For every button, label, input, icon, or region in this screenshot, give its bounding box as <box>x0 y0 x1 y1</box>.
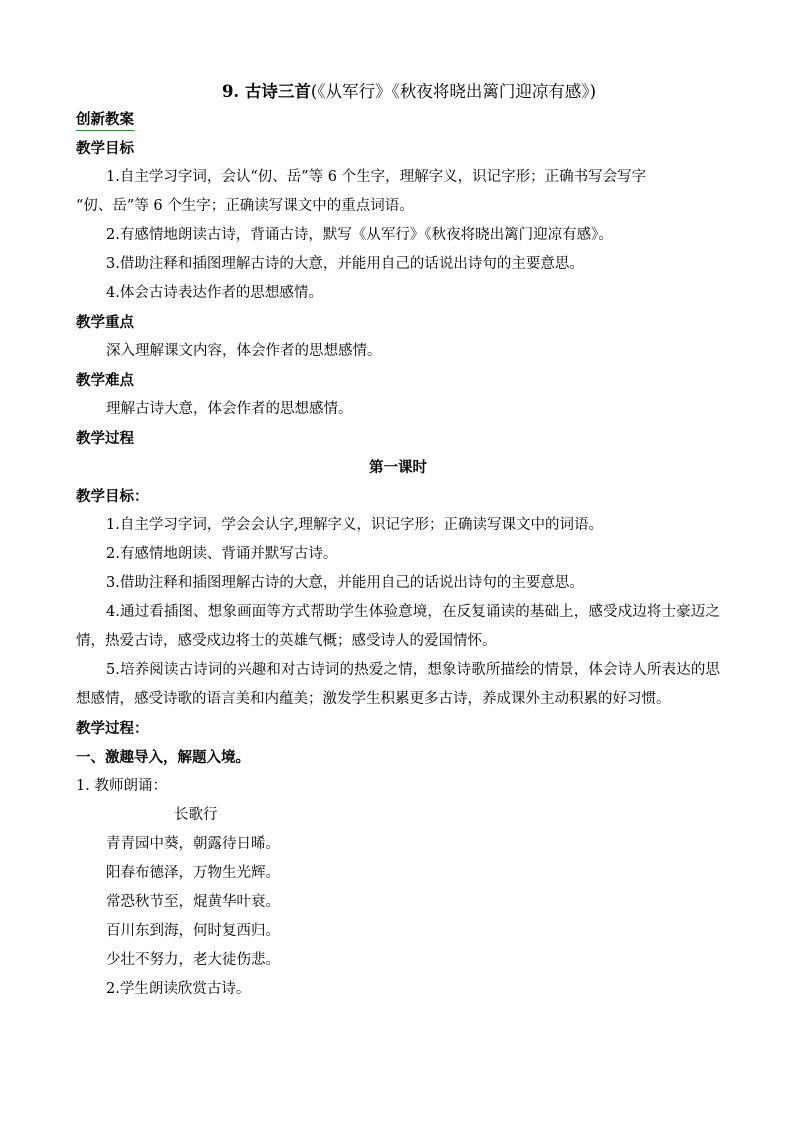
difficulty-text: 理解古诗大意，体会作者的思想感情。 <box>106 401 353 417</box>
goal-item: 3.借助注释和插图理解古诗的大意，并能用自己的话说出诗句的主要意思。 <box>106 256 584 272</box>
key-text: 深入理解课文内容，体会作者的思想感情。 <box>106 343 382 359</box>
lesson-goal-item: 3.借助注释和插图理解古诗的大意，并能用自己的话说出诗句的主要意思。 <box>106 575 584 591</box>
poem-line: 百川东到海，何时复西归。 <box>106 923 280 939</box>
poem-line: 少壮不努力，老大徒伤悲。 <box>106 952 280 968</box>
poem-line: 青青园中葵，朝露待日晞。 <box>106 836 280 852</box>
page-title-sub: (《从军行》《秋夜将晓出篱门迎凉有感》) <box>310 82 597 101</box>
step1-item-2: 2.学生朗读欣赏古诗。 <box>106 981 251 997</box>
poem-line: 阳春布德泽，万物生光辉。 <box>106 865 280 881</box>
poem-title: 长歌行 <box>174 807 218 823</box>
difficulty-heading: 教学难点 <box>76 372 134 389</box>
lesson-goal-item-4-text: 4.通过看插图、想象画面等方式帮助学生体验意境，在反复诵读的基础上，感受戍边将士豪迈之情，热爱古诗，感受戍边将士的英雄气概；感受诗人的爱国情怀。 <box>76 604 720 649</box>
lesson-goal-item <box>76 598 720 656</box>
page-title <box>98 78 720 106</box>
lesson-heading: 第一课时 <box>369 459 427 476</box>
goal-item: 2.有感情地朗读古诗，背诵古诗，默写《从军行》《秋夜将晓出篱门迎凉有感》。 <box>106 227 613 243</box>
goal-item-1-text: 1.自主学习字词，会认“仞、岳”等 6 个生字，理解字义，识记字形；正确书写会写字 <box>106 169 647 185</box>
step1-item-1: 1. 教师朗诵： <box>76 778 167 794</box>
innovation-heading <box>76 106 720 134</box>
lesson-goal-item <box>76 656 720 714</box>
poem-line: 常恐秋节至，焜黄华叶衰。 <box>106 894 280 910</box>
lesson-process-heading: 教学过程： <box>76 720 149 737</box>
goals-heading: 教学目标 <box>76 140 134 157</box>
lesson-goals-heading: 教学目标： <box>76 488 149 505</box>
process-heading: 教学过程 <box>76 430 134 447</box>
document-page <box>76 78 720 1004</box>
lesson-goal-item-5-text: 5.培养阅读古诗词的兴趣和对古诗词的热爱之情，想象诗歌所描绘的情景，体会诗人所表达的思想感情，感受诗歌的语言美和内蕴美；激发学生积累更多古诗，养成课外主动积累的好习惯。 <box>76 662 720 707</box>
lesson-goal-item: 1.自主学习字词，学会会认字,理解字义，识记字形；正确读写课文中的词语。 <box>106 517 603 533</box>
goal-item <box>76 163 720 192</box>
page-title-main: 9. 古诗三首 <box>221 82 311 101</box>
innovation-label: 创新教案 <box>76 110 134 131</box>
key-heading: 教学重点 <box>76 314 134 331</box>
goal-item-continued: “仞、岳”等 6 个生字；正确读写课文中的重点词语。 <box>76 198 414 214</box>
step1-heading: 一、激趣导入，解题入境。 <box>76 749 250 766</box>
goal-item: 4.体会古诗表达作者的思想感情。 <box>106 285 323 301</box>
lesson-goal-item: 2.有感情地朗读、背诵并默写古诗。 <box>106 546 338 562</box>
